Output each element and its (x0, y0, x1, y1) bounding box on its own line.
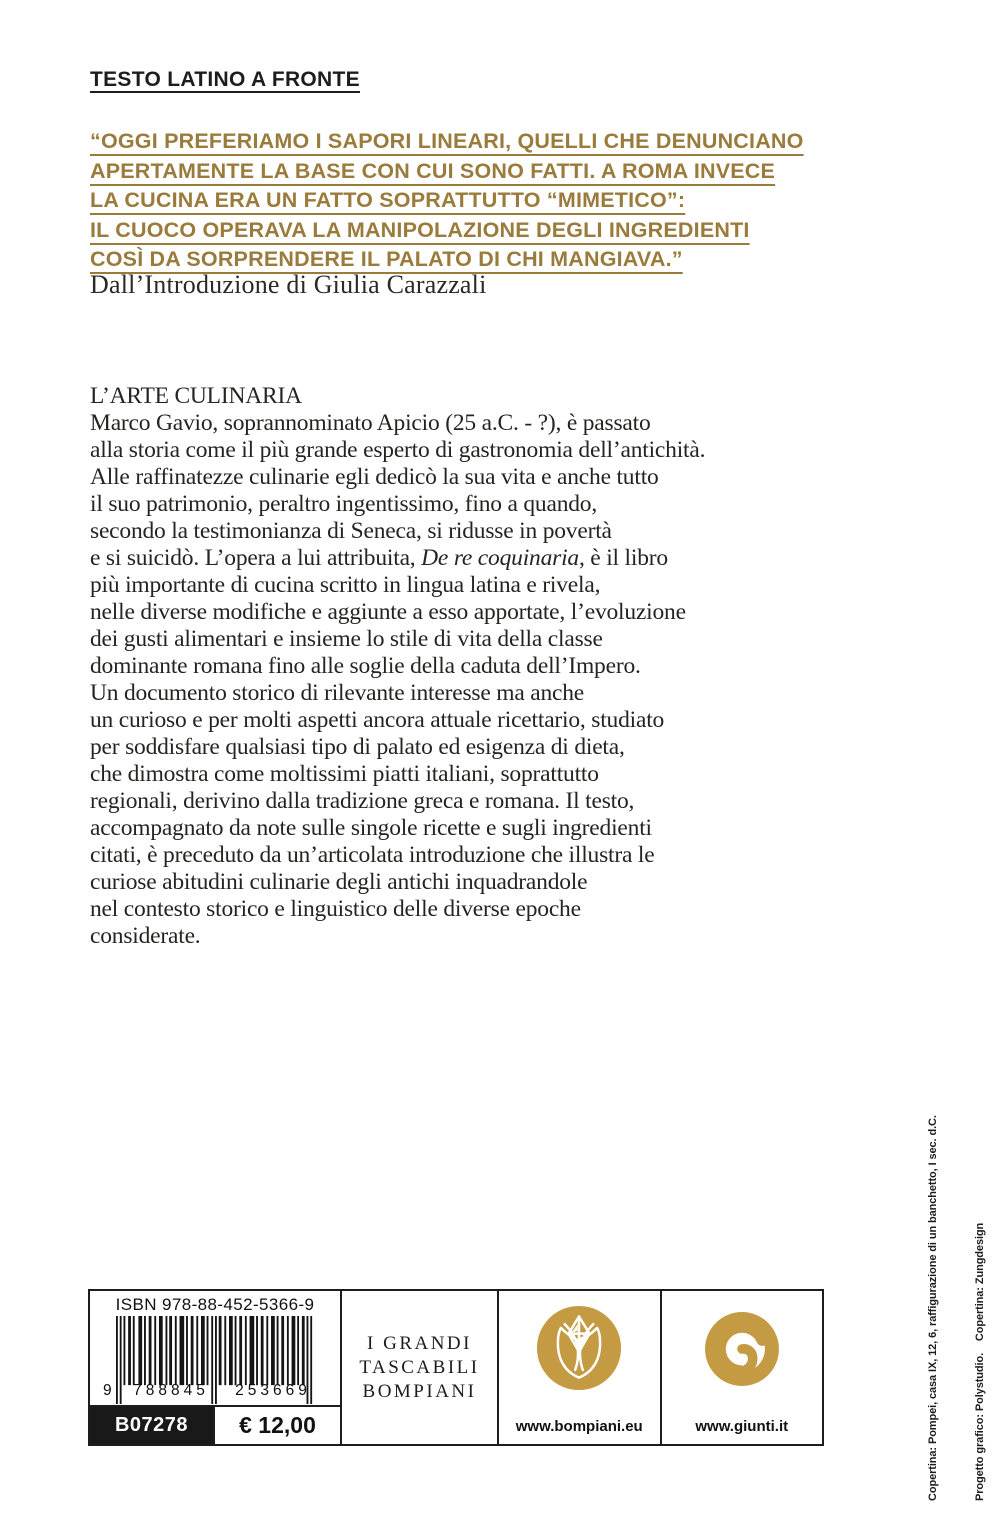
barcode-digits-left: 788845 (133, 1382, 209, 1399)
synopsis-line: dominante romana fino alle soglie della caduta dell’Impero. (90, 653, 641, 679)
synopsis-line: Alle raffinatezze culinarie egli dedicò la sua vita e anche tutto (90, 464, 659, 490)
synopsis-line-with-book-title (90, 545, 940, 572)
synopsis-line: Marco Gavio, soprannominato Apicio (25 a.C. - ?), è passato (90, 410, 651, 436)
synopsis-line: alla storia come il più grande esperto di gastronomia dell’antichità. (90, 437, 706, 463)
synopsis-text: e si suicidò. L’opera a lui attribuita, (90, 545, 422, 571)
giunti-cell (660, 1291, 823, 1444)
footer-strip (88, 1289, 824, 1446)
quote-line: IL CUOCO OPERAVA LA MANIPOLAZIONE DEGLI INGREDIENTI (90, 217, 750, 242)
product-code-badge: B07278 (90, 1407, 213, 1444)
synopsis-line: nelle diverse modifiche e aggiunte a esso apportate, l’evoluzione (90, 599, 686, 625)
barcode-digit-lead: 9 (103, 1382, 112, 1399)
bompiani-url: www.bompiani.eu (515, 1418, 643, 1435)
quote-attribution: Dall’Introduzione di Giulia Carazzali (90, 270, 487, 299)
quote-line: “OGGI PREFERIAMO I SAPORI LINEARI, QUELLI CHE DENUNCIANO (90, 129, 804, 153)
credits-line-1: Copertina: Pompei, casa IX, 12, 6, raffigurazione di un banchetto, I sec. d.C. (927, 1115, 939, 1501)
synopsis-line: considerate. (90, 923, 201, 949)
synopsis-line: Un documento storico di rilevante interesse ma anche (90, 680, 585, 706)
bompiani-cell (497, 1291, 660, 1444)
imprint-line: I GRANDI (367, 1332, 472, 1354)
giunti-url: www.giunti.it (695, 1418, 789, 1435)
credits-line-2: Progetto grafico: Polystudio. Copertina: Zungdesign (973, 1222, 986, 1501)
book-title-italic: De re coquinaria (421, 545, 579, 571)
isbn-label: ISBN 978-88-452-5366-9 (115, 1295, 315, 1314)
synopsis-text: , è il libro (578, 545, 668, 571)
imprint-line: BOMPIANI (362, 1380, 477, 1402)
imprint-line: TASCABILI (359, 1356, 480, 1378)
giunti-spiral-icon (698, 1305, 786, 1398)
pull-quote (90, 127, 804, 275)
synopsis-line: il suo patrimonio, peraltro ingentissimo, fino a quando, (90, 491, 598, 517)
quote-line: APERTAMENTE LA BASE CON CUI SONO FATTI. A ROMA INVECE (90, 158, 776, 183)
bompiani-flower-icon (536, 1305, 622, 1396)
barcode-digits-right: 253669 (235, 1382, 311, 1399)
synopsis-line: curiose abitudini culinarie degli antichi inquadrandole (90, 869, 588, 895)
ean13-barcode (103, 1316, 327, 1405)
synopsis-line: regionali, derivino dalla tradizione greca e romana. Il testo, (90, 788, 635, 814)
synopsis (90, 383, 940, 950)
price-row (90, 1405, 340, 1444)
synopsis-line: un curioso e per molti aspetti ancora attuale ricettario, studiato (90, 707, 665, 733)
synopsis-line: citati, è preceduto da un’articolata introduzione che illustra le (90, 842, 655, 868)
synopsis-line: più importante di cucina scritto in lingua latina e rivela, (90, 572, 601, 598)
section-heading: TESTO LATINO A FRONTE (90, 68, 360, 91)
synopsis-line: accompagnato da note sulle singole ricette e sugli ingredienti (90, 815, 652, 841)
synopsis-line: secondo la testimonianza di Seneca, si ridusse in povertà (90, 518, 612, 544)
synopsis-line: dei gusti alimentari e insieme lo stile di vita della classe (90, 626, 603, 652)
synopsis-line: nel contesto storico e linguistico delle diverse epoche (90, 896, 581, 922)
price-label: € 12,00 (213, 1407, 340, 1444)
quote-line: LA CUCINA ERA UN FATTO SOPRATTUTTO “MIMETICO”: (90, 188, 686, 212)
synopsis-title: L’ARTE CULINARIA (90, 383, 302, 409)
imprint-cell (340, 1291, 497, 1444)
synopsis-line: per soddisfare qualsiasi tipo di palato ed esigenza di dieta, (90, 734, 625, 760)
barcode-cell (90, 1291, 340, 1444)
quote-line: COSÌ DA SORPRENDERE IL PALATO DI CHI MANGIAVA.” (90, 247, 683, 271)
credits-vertical (895, 1021, 1000, 1501)
synopsis-line: che dimostra come moltissimi piatti italiani, soprattutto (90, 761, 599, 787)
